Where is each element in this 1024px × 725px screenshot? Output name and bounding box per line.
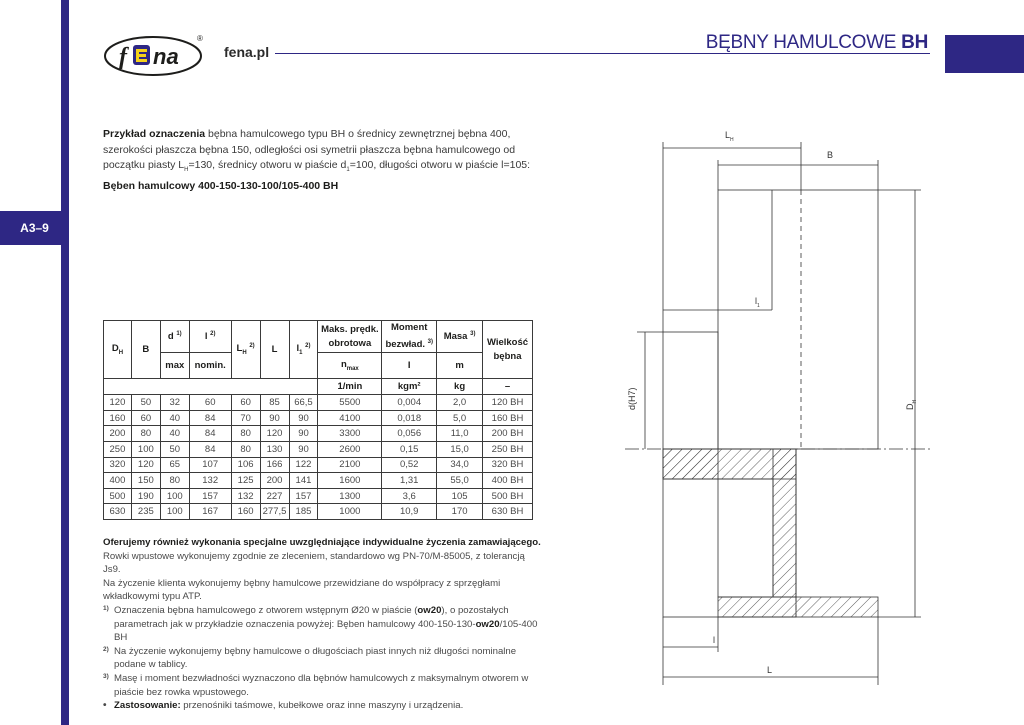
table-cell: 320 (104, 457, 132, 473)
table-cell: 150 (131, 473, 160, 489)
col-d-max: max (160, 353, 189, 379)
table-cell: 3300 (318, 426, 382, 442)
table-cell: 227 (260, 488, 289, 504)
table-cell: 84 (189, 426, 231, 442)
dim-lh: $L_H$ (725, 130, 734, 143)
table-cell: 55,0 (437, 473, 483, 489)
registered-mark: ® (197, 34, 203, 43)
table-cell: 160 (231, 504, 260, 520)
table-cell: 0,018 (382, 410, 437, 426)
table-cell: 120 (104, 395, 132, 411)
table-cell: 630 (104, 504, 132, 520)
table-cell: 1,31 (382, 473, 437, 489)
table-cell: 5,0 (437, 410, 483, 426)
brake-drum-technical-drawing (615, 120, 945, 695)
table-cell: 132 (189, 473, 231, 489)
dim-dh: $D_H$ (905, 399, 918, 410)
designation-example: Przykład oznaczenia bębna hamulcowego typu BH o średnicy zewnętrznej bębna 400, szerokości płaszcza bębna 150, odległości osi symetrii płaszcza bębna hamulcowego od początku piasty $L_H=130$, średnicy otworu w piaście $d_1=100$, długości otworu w piaście l=105: Bęben hamulcowy 400-150-130-100/105-400 BH (103, 128, 531, 192)
table-cell: 60 (231, 395, 260, 411)
table-cell: 0,004 (382, 395, 437, 411)
sidebar-accent-bar (61, 0, 69, 725)
table-cell: 400 (104, 473, 132, 489)
fena-logo (103, 33, 208, 78)
table-cell: 40 (160, 410, 189, 426)
col-moment-symbol: I (382, 353, 437, 379)
table-cell: 90 (289, 426, 318, 442)
page-title: BĘBNY HAMULCOWE BH (705, 32, 928, 53)
table-cell: 34,0 (437, 457, 483, 473)
table-cell: 166 (260, 457, 289, 473)
dim-b: B (827, 150, 834, 160)
col-l-nomin: nomin. (189, 353, 231, 379)
table-cell: 100 (160, 504, 189, 520)
col-L: L (260, 321, 289, 379)
table-cell: 1300 (318, 488, 382, 504)
table-cell: 157 (289, 488, 318, 504)
table-cell: 80 (160, 473, 189, 489)
footnote-1: 1) Oznaczenia bębna hamulcowego z otworem wstępnym Ø20 w piaście (ow20), o pozostałych parametrach jak w przykładzie oznaczenia powyżej: Bęben hamulcowy 400-150-130-ow20/105-400 BH (103, 604, 538, 644)
col-mass-symbol: m (437, 353, 483, 379)
table-cell: 2,0 (437, 395, 483, 411)
table-cell: 0,15 (382, 441, 437, 457)
table-cell: 160 (104, 410, 132, 426)
table-cell: 90 (289, 410, 318, 426)
table-cell: 15,0 (437, 441, 483, 457)
corner-accent-block (945, 35, 1024, 73)
table-cell: 0,52 (382, 457, 437, 473)
table-cell: 500 BH (483, 488, 533, 504)
table-cell: 200 BH (483, 426, 533, 442)
table-cell: 5500 (318, 395, 382, 411)
table-cell: 40 (160, 426, 189, 442)
table-cell: 250 BH (483, 441, 533, 457)
table-cell: 630 BH (483, 504, 533, 520)
footnote-3: 3) Masę i moment bezwładności wyznaczono dla bębnów hamulcowych z maksymalnym otworem w piaście bez rowka wpustowego. (103, 672, 529, 698)
col-dh: $D_H$ (104, 321, 132, 379)
table-cell: 185 (289, 504, 318, 520)
table-row (104, 504, 533, 520)
table-cell: 85 (260, 395, 289, 411)
table-cell: 3,6 (382, 488, 437, 504)
table-row (104, 426, 533, 442)
dim-l1: $l_1$ (755, 296, 760, 309)
table-cell: 105 (437, 488, 483, 504)
table-cell: 84 (189, 410, 231, 426)
table-cell: 277,5 (260, 504, 289, 520)
table-cell: 250 (104, 441, 132, 457)
table-cell: 125 (231, 473, 260, 489)
table-cell: 66,5 (289, 395, 318, 411)
table-cell: 70 (231, 410, 260, 426)
table-cell: 60 (189, 395, 231, 411)
table-cell: 160 BH (483, 410, 533, 426)
table-cell: 107 (189, 457, 231, 473)
table-cell: 157 (189, 488, 231, 504)
table-row (104, 457, 533, 473)
table-cell: 500 (104, 488, 132, 504)
table-cell: 1000 (318, 504, 382, 520)
unit-mass: kg (437, 379, 483, 395)
table-cell: 200 (104, 426, 132, 442)
logo-f: f (119, 44, 127, 70)
website-url[interactable]: fena.pl (224, 44, 270, 60)
col-moment: Moment bezwład. $^{3)}$ (382, 321, 437, 353)
table-cell: 120 (260, 426, 289, 442)
table-cell: 190 (131, 488, 160, 504)
table-row (104, 473, 533, 489)
table-cell: 120 (131, 457, 160, 473)
notes-atp: Na życzenie klienta wykonujemy bębny hamulcowe przewidziane do współpracy z sprzęgłami wkładkowymi typu ATP. (103, 577, 501, 603)
table-cell: 100 (160, 488, 189, 504)
table-row (104, 488, 533, 504)
table-cell: 167 (189, 504, 231, 520)
table-row (104, 441, 533, 457)
table-cell: 50 (160, 441, 189, 457)
dim-bore: d(H7) (627, 387, 637, 410)
table-cell: 100 (131, 441, 160, 457)
unit-speed: 1/min (318, 379, 382, 395)
table-cell: 1600 (318, 473, 382, 489)
units-spacer (104, 379, 318, 395)
page-number: A3–9 (20, 221, 49, 235)
table-cell: 32 (160, 395, 189, 411)
table-cell: 120 BH (483, 395, 533, 411)
table-cell: 200 (260, 473, 289, 489)
table-cell: 90 (289, 441, 318, 457)
table-cell: 90 (260, 410, 289, 426)
table-cell: 141 (289, 473, 318, 489)
col-speed-symbol: $n_{max}$ (318, 353, 382, 379)
application-note: • Zastosowanie: przenośniki taśmowe, kubełkowe oraz inne maszyny i urządzenia. (103, 700, 464, 712)
dim-L: L (767, 665, 773, 675)
col-l: l $^{2)}$ (189, 321, 231, 353)
table-cell: 132 (231, 488, 260, 504)
footnote-2: 2) Na życzenie wykonujemy bębny hamulcowe o długościach piast innych niż długości nominalne podane w tablicy. (103, 645, 517, 671)
table-cell: 122 (289, 457, 318, 473)
col-mass: Masa $^{3)}$ (437, 321, 483, 353)
unit-size: – (483, 379, 533, 395)
col-size: Wielkość bębna (483, 321, 533, 379)
dim-l: l (713, 635, 715, 645)
table-cell: 130 (260, 441, 289, 457)
table-cell: 2600 (318, 441, 382, 457)
table-cell: 65 (160, 457, 189, 473)
table-cell: 80 (131, 426, 160, 442)
col-speed: Maks. prędk. obrotowa (318, 321, 382, 353)
notes-lead: Oferujemy również wykonania specjalne uwzględniające indywidualne życzenia zamawiającego. (103, 537, 541, 548)
table-cell: 106 (231, 457, 260, 473)
table-cell: 0,056 (382, 426, 437, 442)
table-cell: 400 BH (483, 473, 533, 489)
notes-section (103, 536, 543, 713)
table-cell: 320 BH (483, 457, 533, 473)
page-number-tab (0, 211, 69, 245)
table-row (104, 410, 533, 426)
col-lh: $L_H$ $^{2)}$ (231, 321, 260, 379)
col-d: d $^{1)}$ (160, 321, 189, 353)
table-cell: 80 (231, 441, 260, 457)
table-cell: 170 (437, 504, 483, 520)
logo-na: na (153, 44, 179, 69)
table-cell: 60 (131, 410, 160, 426)
table-cell: 4100 (318, 410, 382, 426)
table-cell: 84 (189, 441, 231, 457)
notes-keyways: Rowki wpustowe wykonujemy zgodnie ze zleceniem, standardowo wg PN-70/M-85005, z tolerancją Js9. (103, 550, 525, 576)
unit-moment: kgm² (382, 379, 437, 395)
dimensions-table (103, 320, 533, 520)
table-cell: 11,0 (437, 426, 483, 442)
table-cell: 50 (131, 395, 160, 411)
table-cell: 10,9 (382, 504, 437, 520)
table-cell: 80 (231, 426, 260, 442)
table-cell: 235 (131, 504, 160, 520)
col-b: B (131, 321, 160, 379)
table-row (104, 395, 533, 411)
designation-code: Bęben hamulcowy 400-150-130-100/105-400 BH (103, 179, 339, 192)
col-l1: $l_1$ $^{2)}$ (289, 321, 318, 379)
table-cell: 2100 (318, 457, 382, 473)
